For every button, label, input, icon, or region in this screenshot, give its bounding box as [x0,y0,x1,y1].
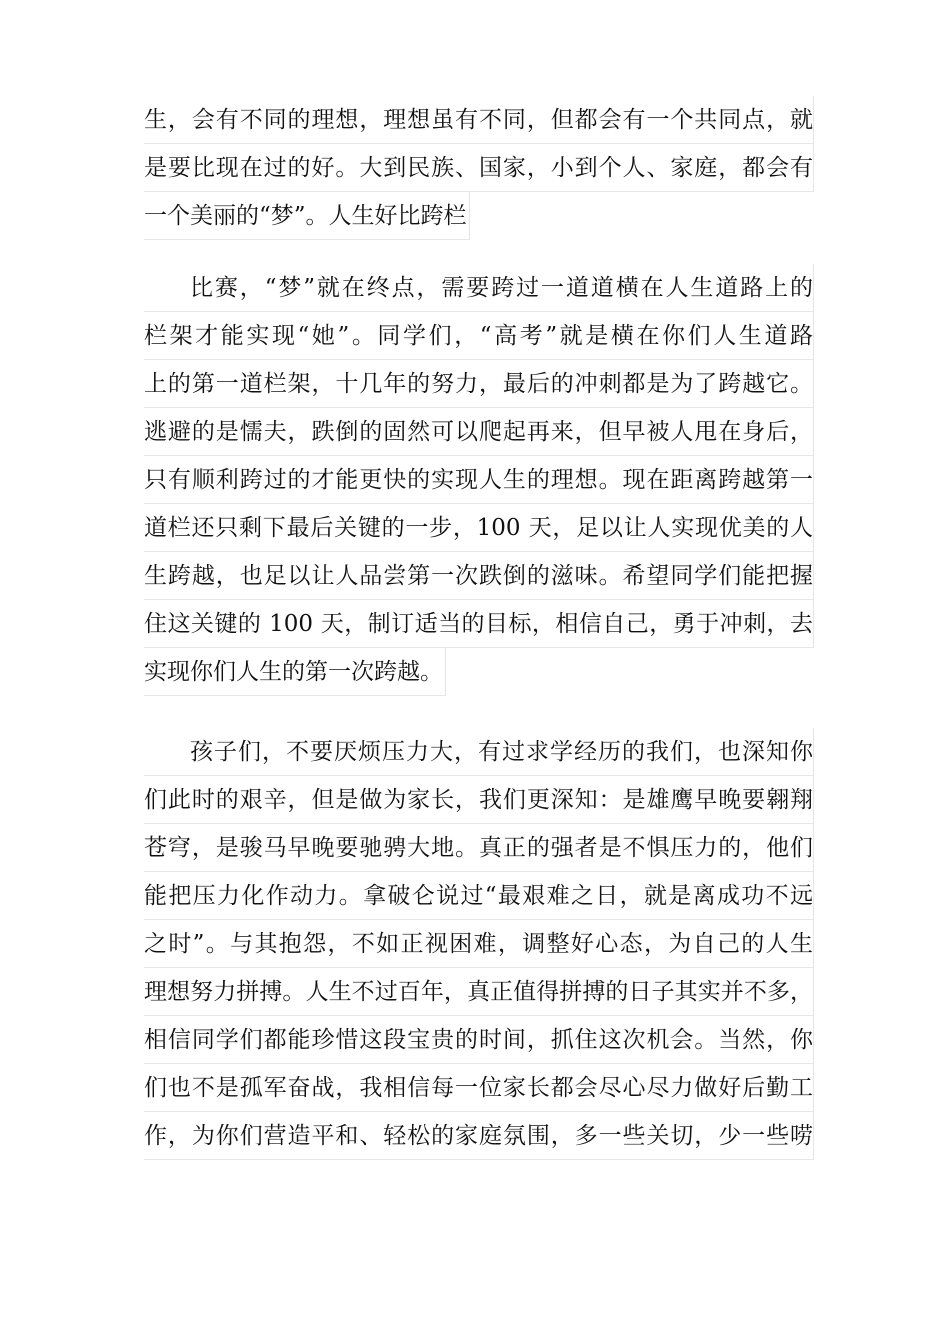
text-line: 道栏还只剩下最后关键的一步，100 天，足以让人实现优美的人 [144,504,814,552]
text-line: 之时”。与其抱怨，不如正视困难，调整好心态，为自己的人生 [144,920,814,968]
text-line: 上的第一道栏架，十几年的努力，最后的冲刺都是为了跨越它。 [144,360,814,408]
text-line: 实现你们人生的第一次跨越。 [144,648,446,696]
text-line: 是要比现在过的好。大到民族、国家，小到个人、家庭，都会有 [144,144,814,192]
text-line: 比赛，“梦”就在终点，需要跨过一道道横在人生道路上的 [144,264,814,312]
text-line: 住这关键的 100 天，制订适当的目标，相信自己，勇于冲刺，去 [144,600,814,648]
text-line: 们也不是孤军奋战，我相信每一位家长都会尽心尽力做好后勤工 [144,1064,814,1112]
text-line: 能把压力化作动力。拿破仑说过“最艰难之日，就是离成功不远 [144,872,814,920]
paragraph-2 [144,264,814,700]
paragraph-1 [144,96,814,244]
text-line: 孩子们，不要厌烦压力大，有过求学经历的我们，也深知你 [144,728,814,776]
text-line: 理想努力拼搏。人生不过百年，真正值得拼搏的日子其实并不多， [144,968,814,1016]
text-line: 生，会有不同的理想，理想虽有不同，但都会有一个共同点，就 [144,96,814,144]
text-line: 苍穹，是骏马早晚要驰骋大地。真正的强者是不惧压力的，他们 [144,824,814,872]
text-line: 生跨越，也足以让人品尝第一次跌倒的滋味。希望同学们能把握 [144,552,814,600]
text-line: 们此时的艰辛，但是做为家长，我们更深知：是雄鹰早晚要翱翔 [144,776,814,824]
paragraph-3 [144,728,814,1160]
text-line: 一个美丽的“梦”。人生好比跨栏 [144,192,470,240]
text-line: 只有顺利跨过的才能更快的实现人生的理想。现在距离跨越第一 [144,456,814,504]
text-line: 逃避的是懦夫，跌倒的固然可以爬起再来，但早被人甩在身后， [144,408,814,456]
text-line: 作，为你们营造平和、轻松的家庭氛围，多一些关切，少一些唠 [144,1112,814,1160]
text-line: 相信同学们都能珍惜这段宝贵的时间，抓住这次机会。当然，你 [144,1016,814,1064]
text-line: 栏架才能实现“她”。同学们，“高考”就是横在你们人生道路 [144,312,814,360]
